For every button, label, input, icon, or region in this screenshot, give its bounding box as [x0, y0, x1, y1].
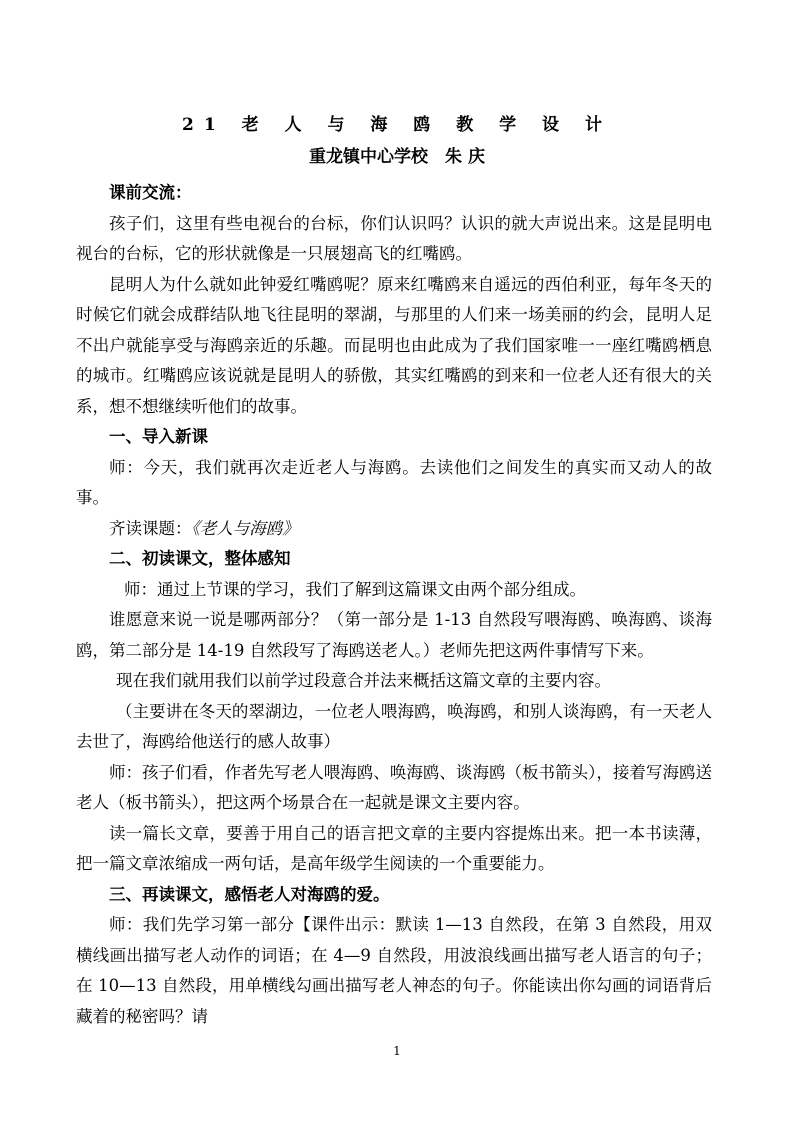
paragraph: 师：孩子们看，作者先写老人喂海鸥、唤海鸥、谈海鸥（板书箭头），接着写海鸥送老人（板书箭头），把这两个场景合在一起就是课文主要内容。 [76, 762, 712, 812]
section-heading-intro: 一、导入新课 [109, 427, 208, 446]
document-title: 21 老 人 与 海 鸥 教 学 设 计 [182, 115, 612, 135]
paragraph-prefix: 齐读课题： [109, 518, 192, 538]
paragraph: 读一篇长文章，要善于用自己的语言把文章的主要内容提炼出来。把一本书读薄，把一篇文章浓缩成一两句话，是高年级学生阅读的一个重要能力。 [76, 823, 712, 873]
paragraph: 谁愿意来说一说是哪两部分？（第一部分是 1-13 自然段写喂海鸥、唤海鸥、谈海鸥，第二部分是 14-19 自然段写了海鸥送老人。）老师先把这两件事情写下来。 [76, 610, 712, 660]
paragraph: 师：通过上节课的学习，我们了解到这篇课文由两个部分组成。 [124, 579, 586, 599]
document-subtitle: 重龙镇中心学校 朱 庆 [309, 147, 485, 167]
paragraph: （主要讲在冬天的翠湖边，一位老人喂海鸥，唤海鸥，和别人谈海鸥，有一天老人去世了，海鸥给他送行的感人故事） [76, 701, 712, 751]
paragraph: 孩子们，这里有些电视台的台标，你们认识吗？认识的就大声说出来。这是昆明电视台的台标，它的形状就像是一只展翅高飞的红嘴鸥。 [76, 213, 712, 263]
paragraph: 师：我们先学习第一部分【课件出示：默读 1—13 自然段，在第 3 自然段，用双横线画出描写老人动作的词语；在 4—9 自然段，用波浪线画出描写老人语言的句子；在 10—13 自然段，用单横线勾画出描写老人神态的句子。你能读出你勾画的词语背后藏着的秘密吗？请 [76, 915, 712, 1026]
document-body [76, 178, 712, 1032]
paragraph: 现在我们就用我们以前学过段意合并法来概括这篇文章的主要内容。 [116, 671, 611, 690]
paragraph: 昆明人为什么就如此钟爱红嘴鸥呢？原来红嘴鸥来自遥远的西伯利亚，每年冬天的时候它们就会成群结队地飞往昆明的翠湖，与那里的人们来一场美丽的约会，昆明人足不出户就能享受与海鸥亲近的乐趣。而昆明也由此成为了我们国家唯一一座红嘴鸥栖息的城市。红嘴鸥应该说就是昆明人的骄傲，其实红嘴鸥的到来和一位老人还有很大的关系，想不想继续听他们的故事。 [76, 274, 712, 416]
section-heading-first-read: 二、初读课文，整体感知 [109, 549, 291, 568]
page-number: 1 [393, 1044, 401, 1058]
section-heading-pre-talk: 课前交流： [109, 183, 192, 202]
paragraph: 师：今天，我们就再次走近老人与海鸥。去读他们之间发生的真实而又动人的故事。 [76, 457, 712, 507]
paragraph [76, 514, 712, 545]
section-heading-second-read: 三、再读课文，感悟老人对海鸥的爱。 [109, 884, 390, 904]
lesson-title: 《老人与海鸥》 [191, 518, 299, 538]
